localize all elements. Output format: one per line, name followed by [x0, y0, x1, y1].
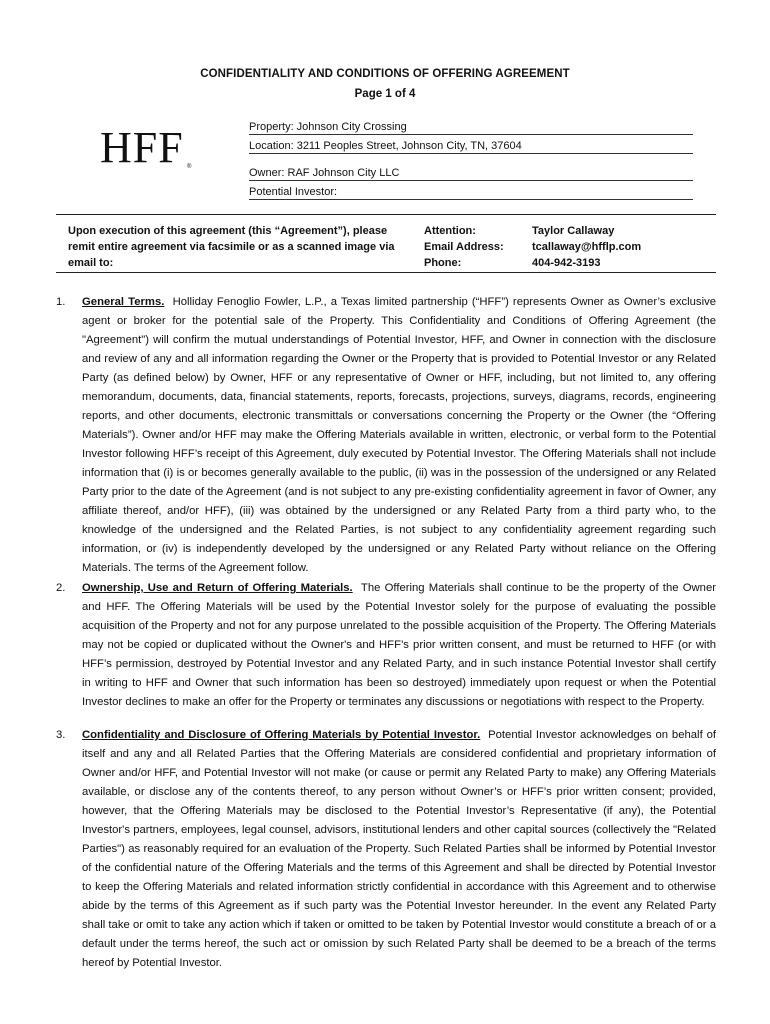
contact-labels — [424, 223, 504, 271]
attention-value: Taylor Callaway — [532, 225, 615, 237]
phone-value: 404-942-3193 — [532, 257, 601, 269]
phone-label: Phone: — [424, 257, 462, 269]
header-rule-top — [56, 214, 716, 215]
section-3-heading: Confidentiality and Disclosure of Offering Materials by Potential Investor. — [82, 729, 481, 741]
email-label: Email Address: — [424, 241, 504, 253]
location-line: Location: 3211 Peoples Street, Johnson City, TN, 37604 — [249, 140, 693, 154]
section-1-body: Holliday Fenoglio Fowler, L.P., a Texas limited partnership (“HFF”) represents Owner as Owner’s exclusive agent or broker for the potential sale of the Property. This Confidentiality and Conditions of Offering Agreement (the "Agreement") will confirm the mutual understandings of Potential Investor, HFF, and Owner in connection with the disclosure and review of any and all information regarding the Owner or the Property that is provided to Potential Investor or any Related Party (as defined below) by Owner, HFF or any representative of Owner or HFF, including, but not limited to, any offering memorandum, documents, data, financial statements, reports, forecasts, projections, surveys, diagrams, records, engineering reports, and other documents, electronic transmittals or conversations concerning the Property or the Owner (the “Offering Materials”). Owner and/or HFF may make the Offering Materials available in written, electronic, or verbal form to the Potential Investor following HFF’s receipt of this Agreement, duly executed by Potential Investor. The Offering Materials shall not include information that (i) is or becomes generally available to the public, (ii) was in the possession of the undersigned or any Related Party prior to the date of the Agreement (and is not subject to any pre-existing confidentiality agreement in favor of Owner, any affiliate thereof, and/or HFF), (iii) was obtained by the undersigned or any Related Party from a third party who, to the knowledge of the undersigned and the Related Parties, is not subject to any confidentiality agreement regarding such information, or (iv) is independently developed by the undersigned or any Related Party without reliance on the Offering Materials. The terms of the Agreement follow. — [82, 296, 717, 574]
hff-logo: HFF — [100, 123, 184, 172]
section-2-heading: Ownership, Use and Return of Offering Materials. — [82, 582, 353, 594]
property-line: Property: Johnson City Crossing — [249, 121, 693, 135]
registered-mark: ® — [187, 164, 192, 170]
document-title: CONFIDENTIALITY AND CONDITIONS OF OFFERING AGREEMENT — [200, 68, 570, 80]
attention-label: Attention: — [424, 225, 476, 237]
potential-investor-line: Potential Investor: — [249, 186, 693, 200]
email-value[interactable]: tcallaway@hfflp.com — [532, 241, 642, 253]
section-2 — [82, 579, 716, 712]
section-3 — [82, 726, 716, 973]
owner-line: Owner: RAF Johnson City LLC — [249, 167, 693, 181]
section-1 — [82, 293, 716, 578]
section-2-number: 2. — [56, 582, 66, 594]
section-2-body: The Offering Materials shall continue to be the property of the Owner and HFF. The Offering Materials will be used by the Potential Investor solely for the purpose of evaluating the possible acquisition of the Property and not for any purpose unrelated to the possible acquisition of the Property. The Offering Materials may not be copied or duplicated without the Owner's and HFF’s prior written consent, and must be returned to HFF (or with HFF’s permission, destroyed by Potential Investor and any Related Party, and in such instance Potential Investor shall certify in writing to HFF and Owner that such information has been so destroyed) immediately upon request or when the Potential Investor declines to make an offer for the Property or terminates any discussions or negotiations with respect to the Property. — [82, 582, 716, 708]
section-1-number: 1. — [56, 296, 66, 308]
section-3-number: 3. — [56, 729, 66, 741]
remit-instruction: Upon execution of this agreement (this “Agreement”), please remit entire agreement via facsimile or as a scanned image via email to: — [68, 225, 395, 269]
section-1-heading: General Terms. — [82, 296, 165, 308]
header-rule-bottom — [56, 272, 716, 273]
section-3-body: Potential Investor acknowledges on behalf of itself and any and all Related Parties that the Offering Materials are considered confidential and proprietary information of Owner and/or HFF, and Potential Investor will not make (or cause or permit any Related Party to make) any Offering Materials available, or disclose any of the contents thereof, to any person without Owner’s or HFF’s prior written consent; provided, however, that the Offering Materials may be disclosed to the Potential Investor’s Representative (if any), the Potential Investor's partners, employees, legal counsel, advisors, institutional lenders and other capital sources (collectively the "Related Parties") as reasonably required for an evaluation of the Property. Such Related Parties shall be informed by Potential Investor of the confidential nature of the Offering Materials and the terms of this Agreement and shall be directed by Potential Investor to keep the Offering Materials and related information strictly confidential in accordance with this Agreement and to otherwise abide by the terms of this Agreement as if such party was the Potential Investor hereunder. In the event any Related Party shall take or omit to take any action which if taken or omitted to be taken by Potential Investor would constitute a breach of or a default under the terms hereof, the such act or omission by such Related Party shall be deemed to be a breach of the terms hereof by Potential Investor. — [82, 729, 717, 969]
contact-values — [532, 223, 641, 271]
page-indicator: Page 1 of 4 — [354, 88, 416, 100]
